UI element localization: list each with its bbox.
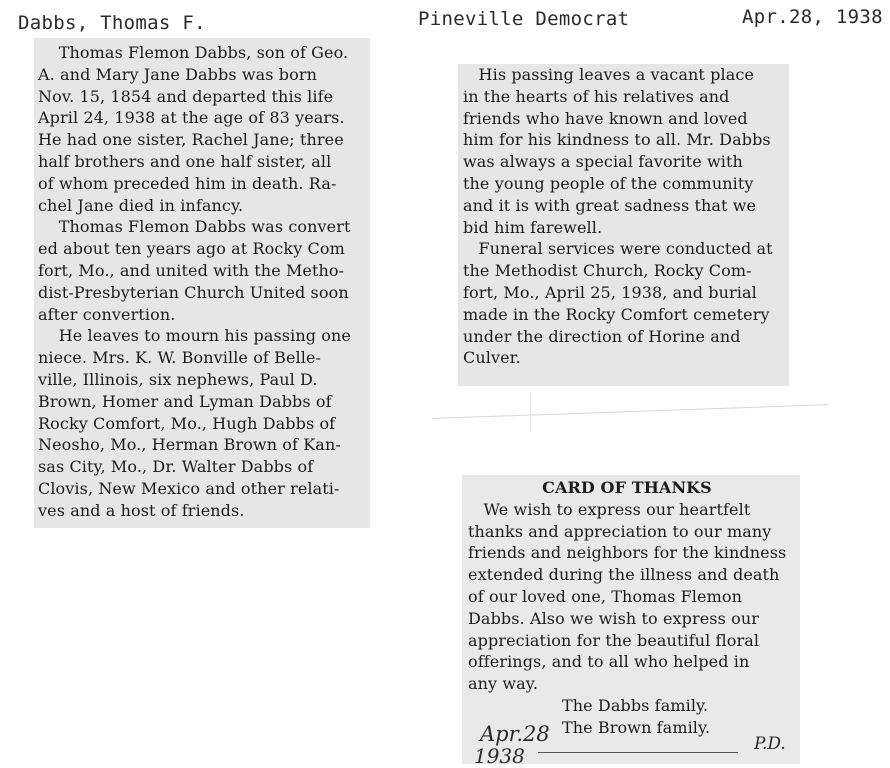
thanks-line: Dabbs. Also we wish to express our <box>468 608 759 628</box>
obituary-line: He had one sister, Rachel Jane; three <box>38 130 344 150</box>
obituary-continuation-clipping <box>458 64 789 386</box>
thanks-line: friends and neighbors for the kindness <box>468 543 787 563</box>
obituary-line: chel Jane died in infancy. <box>38 195 244 215</box>
thanks-line: appreciation for the beautiful floral <box>468 630 760 650</box>
card-of-thanks-title: CARD OF THANKS <box>542 478 712 497</box>
continuation-line: him for his kindness to all. Mr. Dabbs <box>463 130 771 150</box>
obituary-line: Rocky Comfort, Mo., Hugh Dabbs of <box>38 413 336 433</box>
obituary-line: fort, Mo., and united with the Metho- <box>38 260 345 280</box>
handwritten-date-month: Apr.28 <box>480 722 550 746</box>
continuation-line: friends who have known and loved <box>463 108 748 128</box>
signature-line-text: The Dabbs family. <box>562 695 709 715</box>
thanks-line: of our loved one, Thomas Flemon <box>468 586 742 606</box>
continuation-line: the Methodist Church, Rocky Com- <box>463 261 752 281</box>
continuation-line: Funeral services were conducted at <box>463 239 773 259</box>
thanks-line: extended during the illness and death <box>468 565 780 585</box>
continuation-line: made in the Rocky Comfort cemetery <box>463 304 770 324</box>
continuation-line: Culver. <box>463 348 521 368</box>
signature-line <box>538 752 738 753</box>
obituary-line: April 24, 1938 at the age of 83 years. <box>38 108 345 128</box>
thanks-line: thanks and appreciation to our many <box>468 521 772 541</box>
card-of-thanks-body <box>468 499 800 695</box>
thanks-line: any way. <box>468 674 539 694</box>
obituary-line: niece. Mrs. K. W. Bonville of Belle- <box>38 348 322 368</box>
continuation-line: fort, Mo., April 25, 1938, and burial <box>463 282 757 302</box>
obituary-line: Nov. 15, 1854 and departed this life <box>38 86 334 106</box>
newspaper-name: Pineville Democrat <box>418 8 630 30</box>
obituary-line: after convertion. <box>38 304 176 324</box>
obituary-line: ed about ten years ago at Rocky Com <box>38 239 345 259</box>
continuation-line: and it is with great sadness that we <box>463 195 757 215</box>
obituary-line: A. and Mary Jane Dabbs was born <box>38 64 318 84</box>
obituary-line: dist-Presbyterian Church United soon <box>38 282 349 302</box>
continuation-line: under the direction of Horine and <box>463 326 741 346</box>
thanks-line: offerings, and to all who helped in <box>468 652 750 672</box>
obituary-clipping <box>34 38 370 528</box>
obituary-line: He leaves to mourn his passing one <box>38 326 351 346</box>
subject-name: Dabbs, Thomas F. <box>18 12 206 34</box>
continuation-line: was always a special favorite with <box>463 152 743 172</box>
obituary-line: sas City, Mo., Dr. Walter Dabbs of <box>38 457 314 477</box>
handwritten-initials: P.D. <box>754 734 786 754</box>
obituary-line: Brown, Homer and Lyman Dabbs of <box>38 391 332 411</box>
obituary-line: Thomas Flemon Dabbs was convert <box>38 217 351 237</box>
handwritten-date-year: 1938 <box>474 744 525 768</box>
page-divider-vertical <box>530 392 531 432</box>
obituary-line: Thomas Flemon Dabbs, son of Geo. <box>38 43 349 62</box>
obituary-line: half brothers and one half sister, all <box>38 151 332 171</box>
continuation-line: His passing leaves a vacant place <box>463 65 754 84</box>
signature-line-text: The Brown family. <box>562 717 711 737</box>
continuation-line: the young people of the community <box>463 173 754 193</box>
continuation-line: in the hearts of his relatives and <box>463 86 730 106</box>
obituary-line: Clovis, New Mexico and other relati- <box>38 478 340 498</box>
card-of-thanks-clipping <box>462 475 800 764</box>
clipping-date: Apr.28, 1938 <box>742 6 883 28</box>
continuation-line: bid him farewell. <box>463 217 603 237</box>
page-divider <box>432 404 828 419</box>
thanks-line: We wish to express our heartfelt <box>468 499 751 519</box>
obituary-line: of whom preceded him in death. Ra- <box>38 173 337 193</box>
obituary-line: ves and a host of friends. <box>38 500 245 520</box>
obituary-line: ville, Illinois, six nephews, Paul D. <box>38 369 318 389</box>
obituary-line: Neosho, Mo., Herman Brown of Kan- <box>38 435 341 455</box>
